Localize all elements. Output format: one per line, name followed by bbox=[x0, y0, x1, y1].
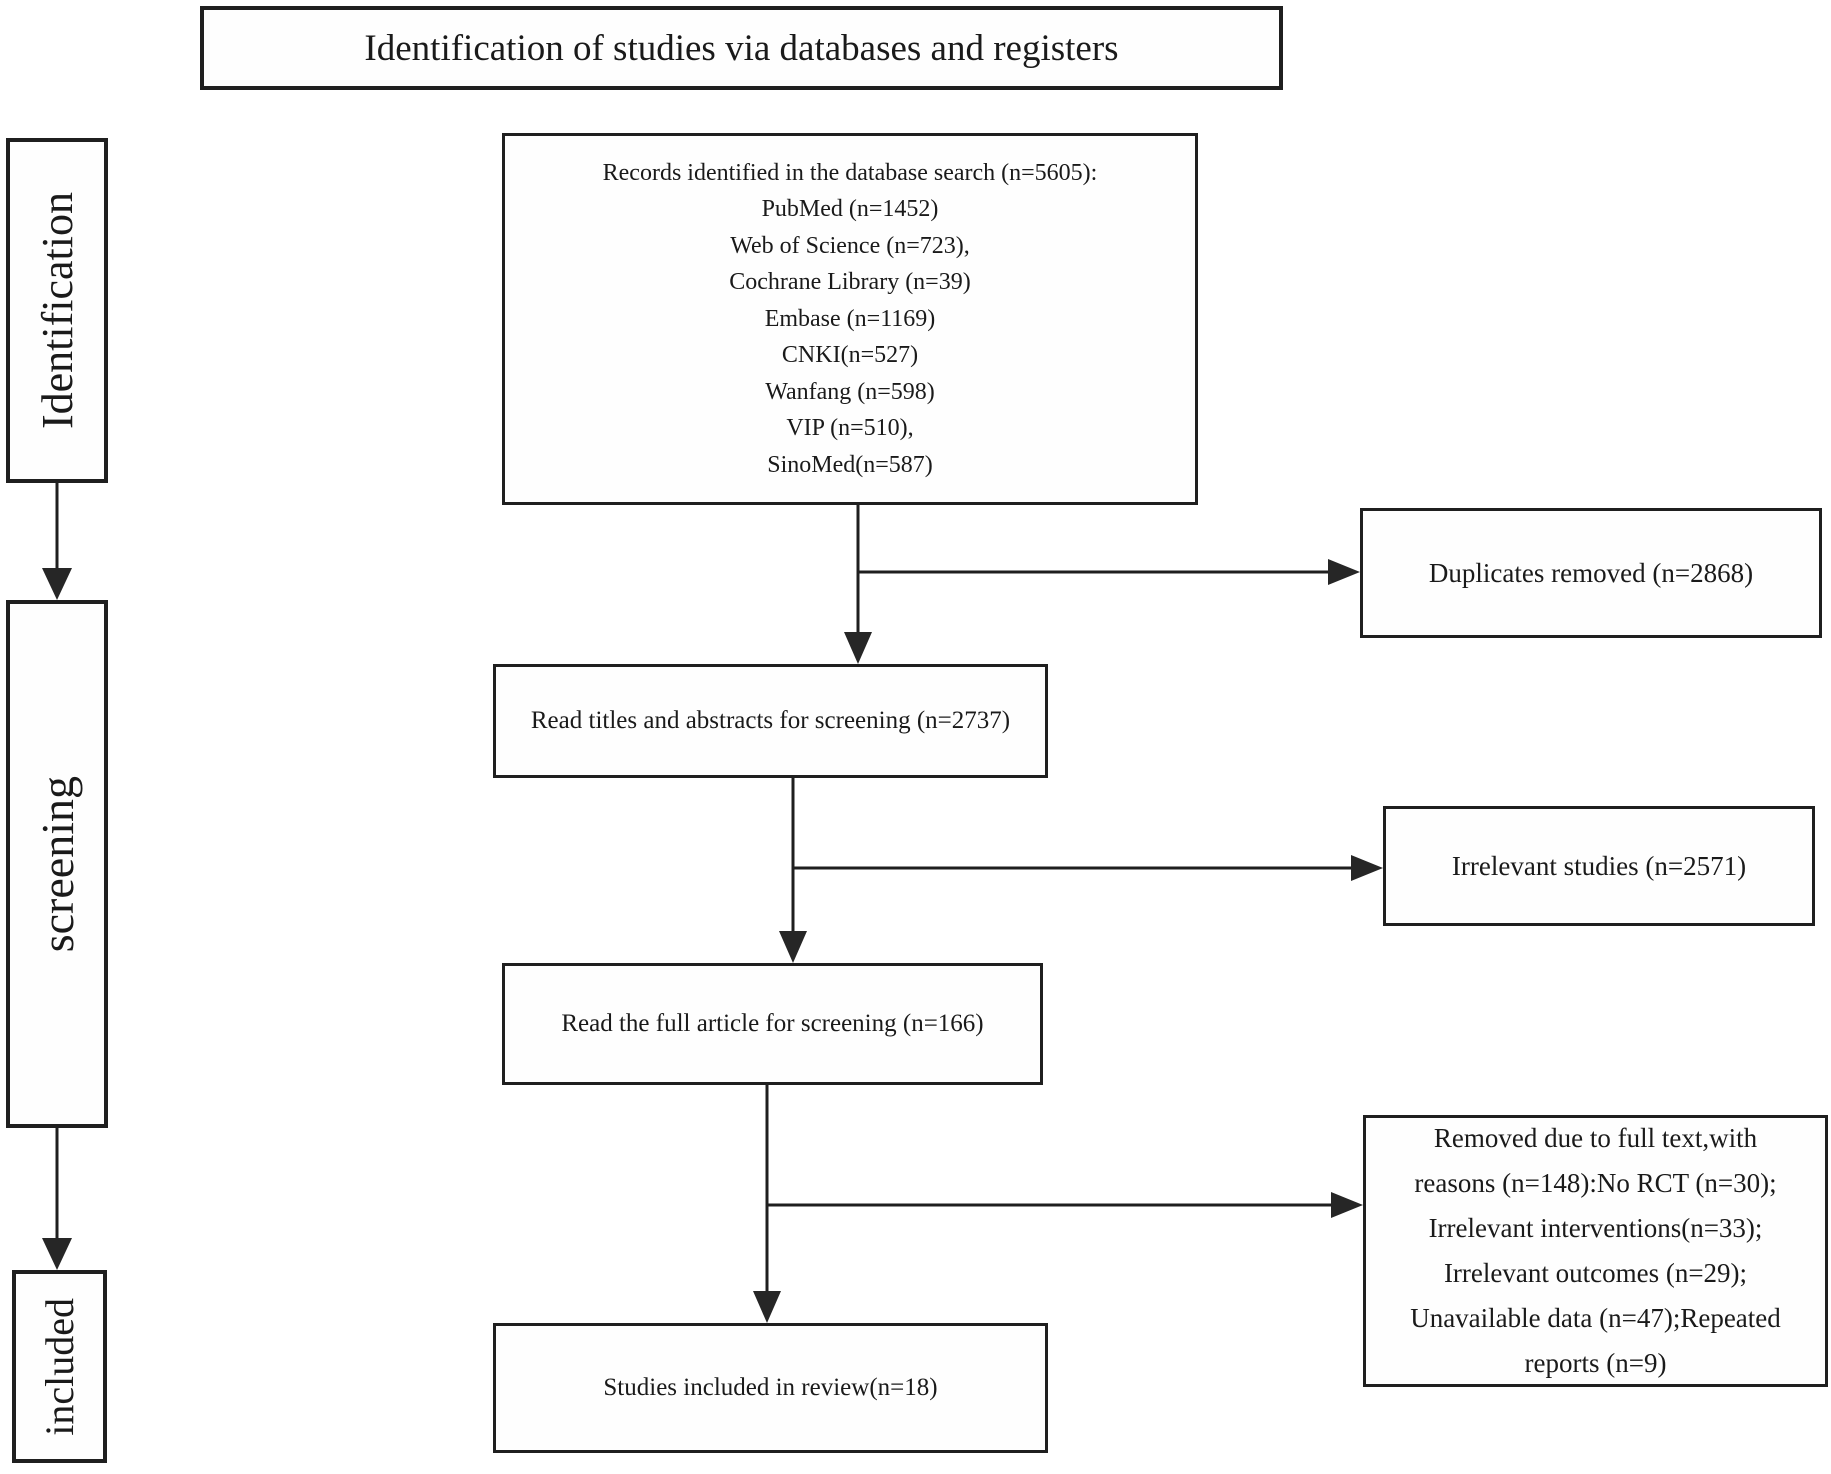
stage-label-identification: Identification bbox=[32, 191, 82, 429]
stage-box-screening bbox=[6, 600, 108, 1128]
records-source-sinomed: SinoMed(n=587) bbox=[767, 451, 933, 478]
arrow-records-to-titles bbox=[844, 505, 872, 664]
arrow-to-irrelevant-studies bbox=[793, 855, 1383, 881]
fulltext-removed-line-2: reasons (n=148):No RCT (n=30); bbox=[1414, 1168, 1777, 1198]
arrow-identification-to-screening bbox=[42, 483, 72, 600]
arrow-to-duplicates-removed bbox=[858, 559, 1360, 585]
duplicates-removed-label: Duplicates removed (n=2868) bbox=[1428, 557, 1754, 588]
fulltext-removed-box bbox=[1363, 1115, 1828, 1387]
records-source-pubmed: PubMed (n=1452) bbox=[761, 196, 939, 222]
titles-abstracts-label: Read titles and abstracts for screening (n=2737) bbox=[530, 707, 1011, 734]
studies-included-label: Studies included in review(n=18) bbox=[603, 1374, 938, 1401]
arrow-titles-to-fulltext bbox=[779, 778, 807, 963]
fulltext-removed-line-3: Irrelevant interventions(n=33); bbox=[1428, 1213, 1763, 1243]
records-source-wanfang: Wanfang (n=598) bbox=[765, 378, 935, 405]
diagram-title: Identification of studies via databases and registers bbox=[364, 27, 1119, 69]
records-heading: Records identified in the database search (n=5605): bbox=[602, 159, 1098, 186]
fulltext-removed-line-5: Unavailable data (n=47);Repeated bbox=[1410, 1303, 1781, 1333]
records-identified-box bbox=[502, 133, 1198, 505]
arrow-screening-to-included bbox=[42, 1128, 72, 1270]
fulltext-removed-line-4: Irrelevant outcomes (n=29); bbox=[1443, 1258, 1748, 1288]
full-article-label: Read the full article for screening (n=166) bbox=[561, 1010, 984, 1037]
fulltext-removed-line-1: Removed due to full text,with bbox=[1433, 1123, 1758, 1153]
full-article-screening-box bbox=[502, 963, 1043, 1085]
records-source-vip: VIP (n=510), bbox=[786, 415, 914, 441]
arrow-to-fulltext-removed bbox=[767, 1192, 1363, 1218]
stage-label-included: included bbox=[37, 1297, 82, 1436]
stage-label-screening: screening bbox=[31, 775, 83, 953]
diagram-title-box bbox=[200, 6, 1283, 90]
titles-abstracts-screening-box bbox=[493, 664, 1048, 778]
fulltext-removed-line-6: reports (n=9) bbox=[1524, 1348, 1667, 1378]
records-source-cochrane: Cochrane Library (n=39) bbox=[729, 269, 971, 295]
irrelevant-studies-label: Irrelevant studies (n=2571) bbox=[1451, 850, 1747, 881]
irrelevant-studies-box bbox=[1383, 806, 1815, 926]
stage-box-included bbox=[12, 1270, 107, 1463]
duplicates-removed-box bbox=[1360, 508, 1822, 638]
studies-included-box bbox=[493, 1323, 1048, 1453]
records-source-web-of-science: Web of Science (n=723), bbox=[730, 232, 970, 259]
records-source-cnki: CNKI(n=527) bbox=[781, 342, 919, 368]
records-source-embase: Embase (n=1169) bbox=[764, 305, 936, 332]
stage-box-identification bbox=[6, 138, 108, 483]
